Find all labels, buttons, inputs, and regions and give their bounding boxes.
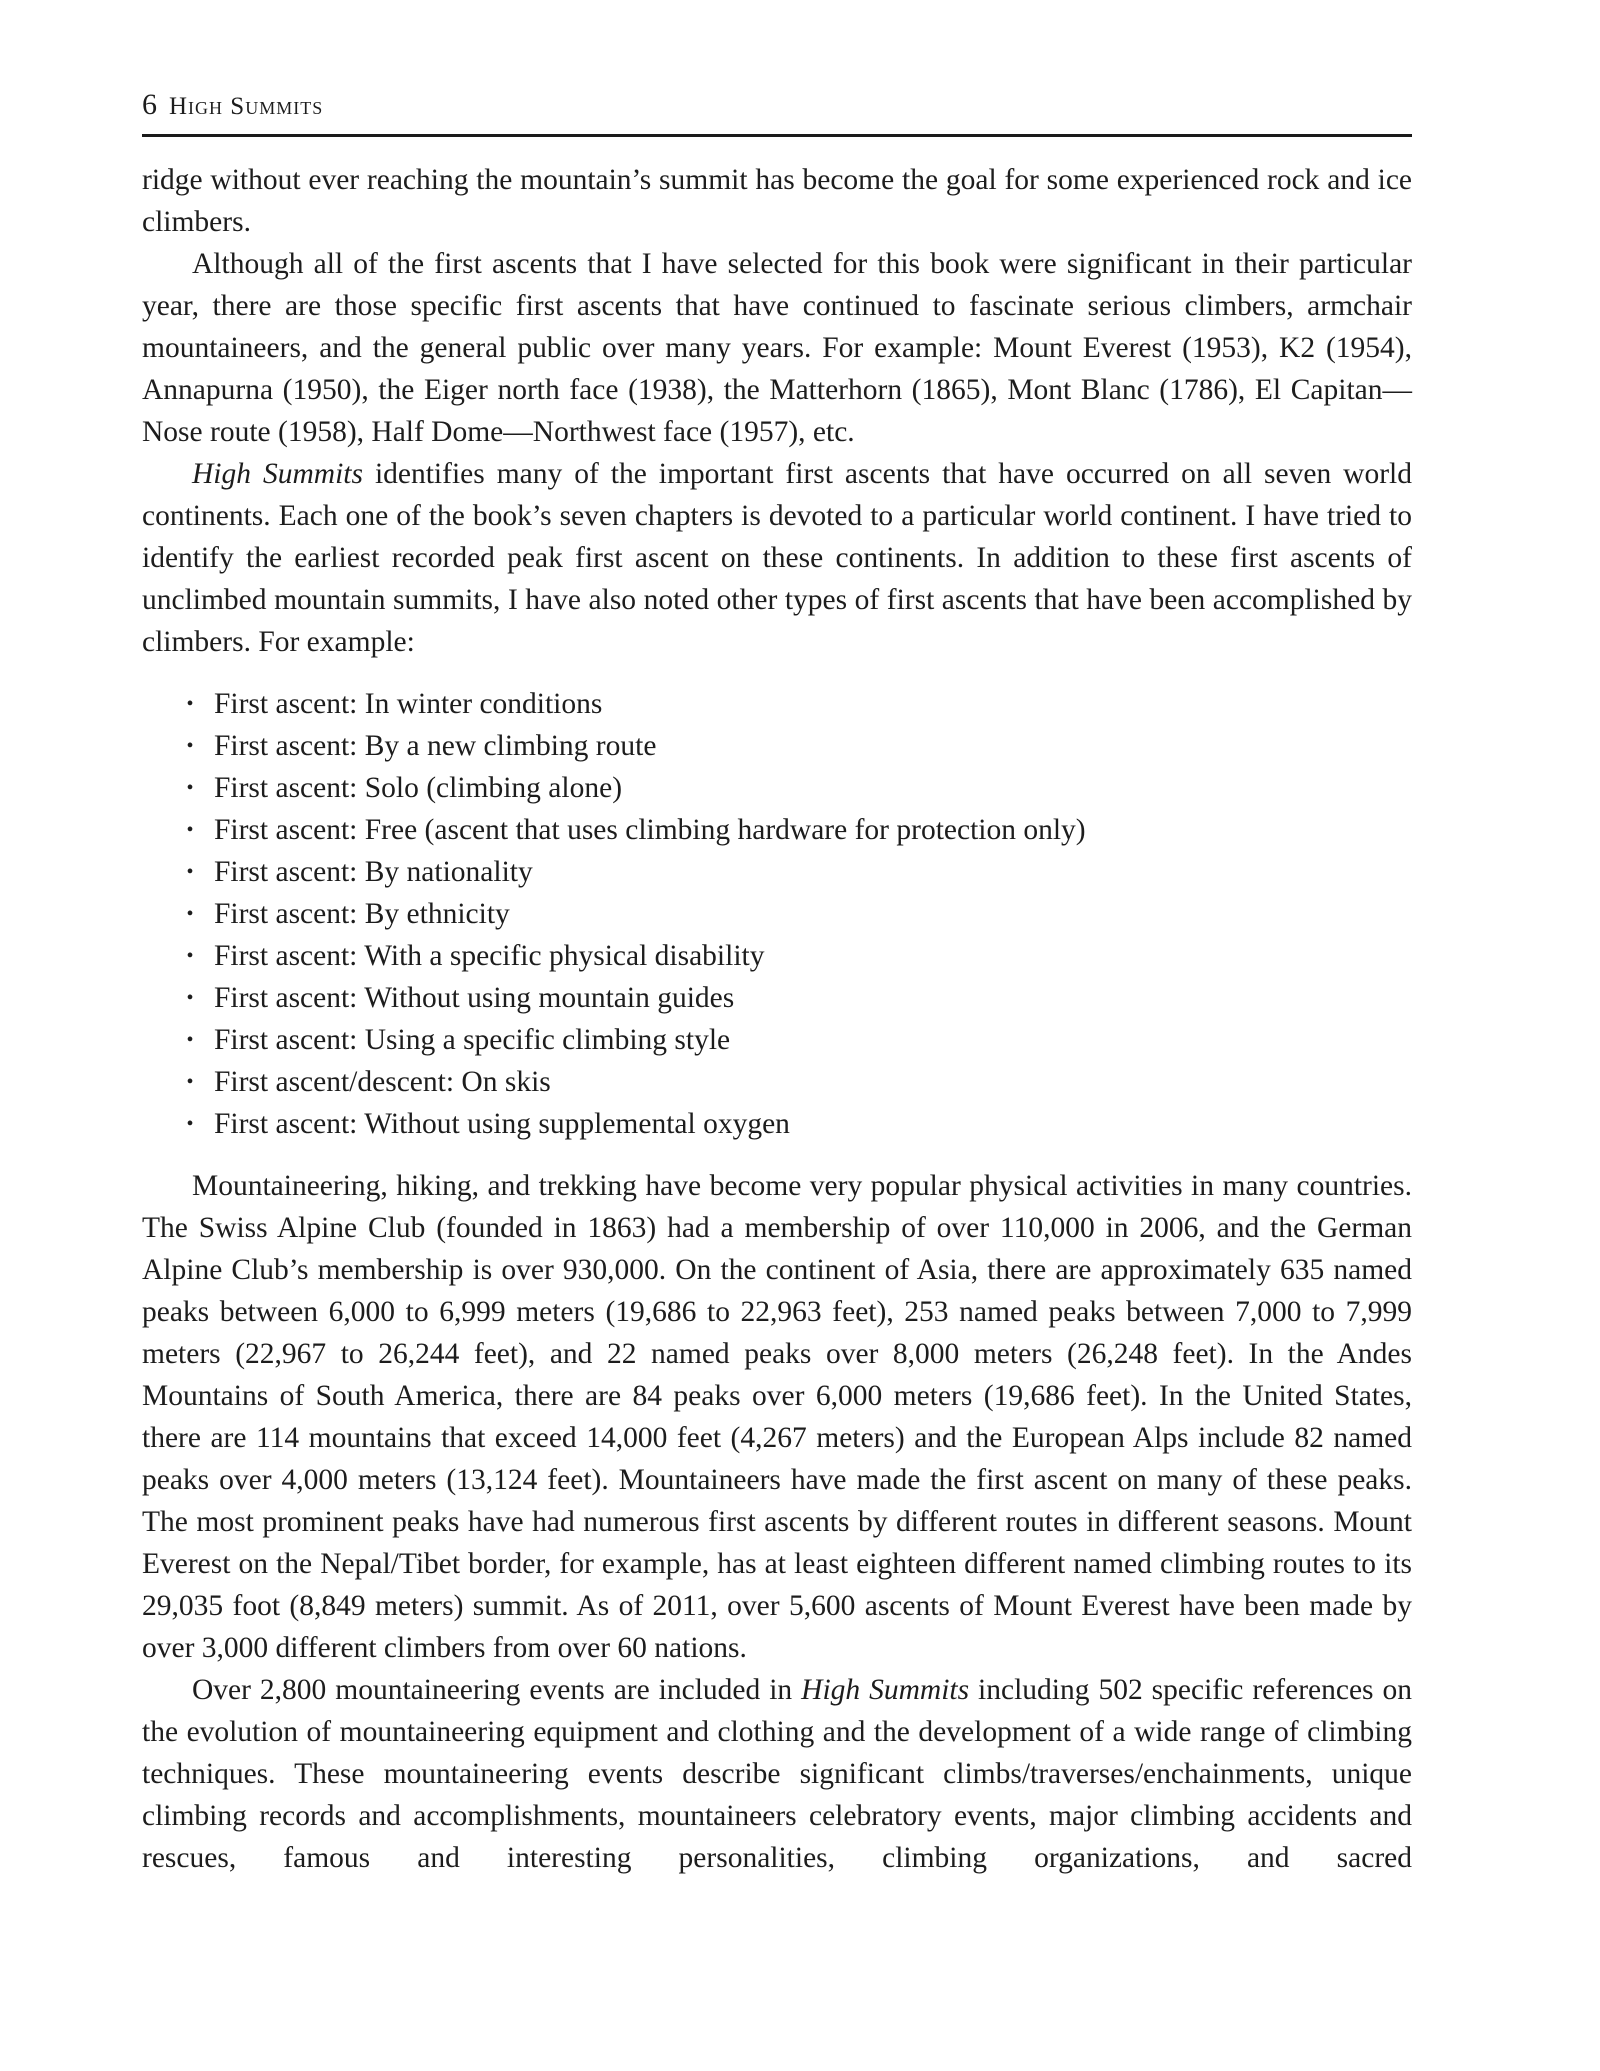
list-item [180, 851, 1412, 893]
bullet-icon: • [186, 987, 194, 1009]
bullet-icon: • [186, 735, 194, 757]
body-text [142, 159, 1412, 1879]
paragraph-events-overview [142, 1669, 1412, 1879]
bullet-icon: • [186, 777, 194, 799]
first-ascent-types-list [142, 683, 1412, 1145]
list-item-text: First ascent: Without using mountain guides [214, 982, 735, 1014]
list-item [180, 935, 1412, 977]
list-item-text: First ascent: Without using supplemental oxygen [214, 1108, 790, 1140]
list-item [180, 809, 1412, 851]
list-item [180, 893, 1412, 935]
page-number: 6 [142, 88, 157, 121]
paragraph-events-text-a: Over 2,800 mountaineering events are included in [192, 1674, 802, 1706]
bullet-icon: • [186, 861, 194, 883]
bullet-icon: • [186, 1071, 194, 1093]
list-item [180, 1103, 1412, 1145]
list-item [180, 1019, 1412, 1061]
book-title-italic: High Summits [801, 1674, 970, 1706]
bullet-icon: • [186, 693, 194, 715]
list-item [180, 1061, 1412, 1103]
list-item [180, 767, 1412, 809]
paragraph-mountaineering-popularity: Mountaineering, hiking, and trekking have become very popular physical activities in many countries. The Swiss Alpine Club (founded in 1863) had a membership of over 110,000 in 2006, and the German Alpine Club’s membership is over 930,000. On the continent of Asia, there are approximately 635 named peaks between 6,000 to 6,999 meters (19,686 to 22,963 feet), 253 named peaks between 7,000 to 7,999 meters (22,967 to 26,244 feet), and 22 named peaks over 8,000 meters (26,248 feet). In the Andes Mountains of South America, there are 84 peaks over 6,000 meters (19,686 feet). In the United States, there are 114 mountains that exceed 14,000 feet (4,267 meters) and the European Alps include 82 named peaks over 4,000 meters (13,124 feet). Mountaineers have made the first ascent on many of these peaks. The most prominent peaks have had numerous first ascents by different routes in different seasons. Mount Everest on the Nepal/Tibet border, for example, has at least eighteen different named climbing routes to its 29,035 foot (8,849 meters) summit. As of 2011, over 5,600 ascents of Mount Everest have been made by over 3,000 different climbers from over 60 nations. [142, 1170, 1412, 1664]
list-item [180, 725, 1412, 767]
book-title-italic: High Summits [192, 458, 363, 490]
list-item-text: First ascent: In winter conditions [214, 688, 603, 720]
bullet-icon: • [186, 903, 194, 925]
paragraph-book-scope-text: identifies many of the important first ascents that have occurred on all seven world continents. Each one of the book’s seven chapters is devoted to a particular world continent. I have tried to identify the earliest recorded peak first ascent on these continents. In addition to these first ascents of unclimbed mountain summits, I have also noted other types of first ascents that have been accomplished by climbers. For example: [142, 458, 1413, 658]
paragraph-first-ascents: Although all of the first ascents that I have selected for this book were significant in their particular year, there are those specific first ascents that have continued to fascinate serious climbers, armchair mountaineers, and the general public over many years. For example: Mount Everest (1953), K2 (1954), Annapurna (1950), the Eiger north face (1938), the Matterhorn (1865), Mont Blanc (1786), El Capitan—Nose route (1958), Half Dome—Northwest face (1957), etc. [142, 248, 1412, 448]
list-item-text: First ascent: Solo (climbing alone) [214, 772, 623, 804]
bullet-icon: • [186, 945, 194, 967]
paragraph-book-scope [142, 453, 1412, 663]
list-item-text: First ascent/descent: On skis [214, 1066, 551, 1098]
book-page [142, 90, 1412, 1879]
list-item-text: First ascent: Free (ascent that uses climbing hardware for protection only) [214, 814, 1086, 846]
running-title: High Summits [169, 93, 324, 120]
list-item [180, 683, 1412, 725]
list-item-text: First ascent: By a new climbing route [214, 730, 657, 762]
paragraph-events-text-b: including 502 specific references on the evolution of mountaineering equipment and clothing and the development of a wide range of climbing techniques. These mountaineering events describe significant climbs/traverses/enchainments, unique climbing records and accomplishments, mountaineers celebratory events, major climbing accidents and rescues, famous and interesting personalities, climbing organizations, and sacred [142, 1674, 1412, 1874]
bullet-icon: • [186, 819, 194, 841]
list-item-text: First ascent: By ethnicity [214, 898, 510, 930]
list-item-text: First ascent: Using a specific climbing style [214, 1024, 731, 1056]
running-head [142, 90, 1412, 137]
list-item-text: First ascent: By nationality [214, 856, 533, 888]
bullet-icon: • [186, 1029, 194, 1051]
list-item-text: First ascent: With a specific physical disability [214, 940, 765, 972]
paragraph-continuation: ridge without ever reaching the mountain’s summit has become the goal for some experienced rock and ice climbers. [142, 164, 1412, 238]
list-item [180, 977, 1412, 1019]
bullet-icon: • [186, 1113, 194, 1135]
